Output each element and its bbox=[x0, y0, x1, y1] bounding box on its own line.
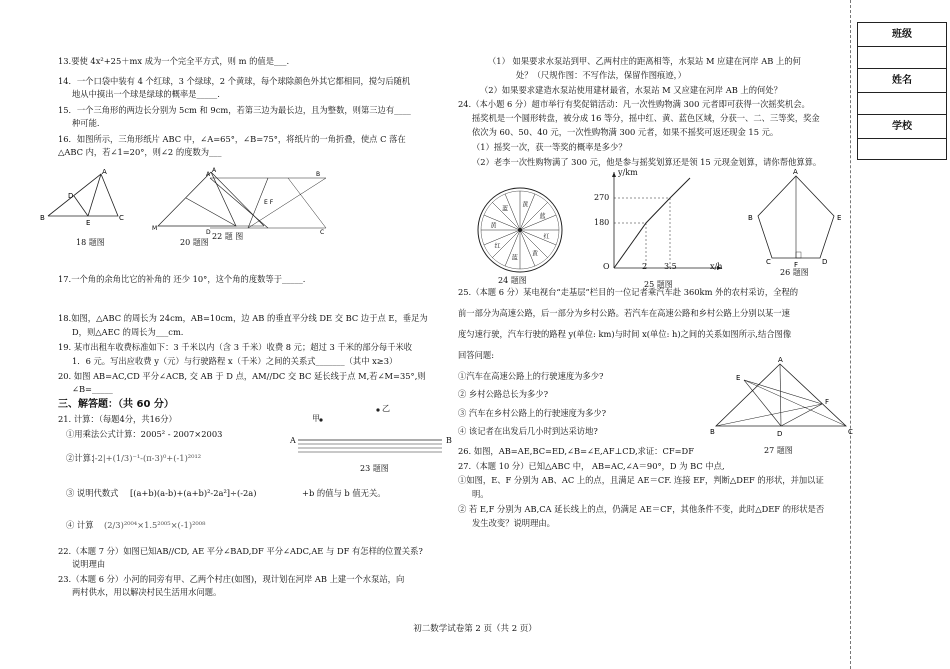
caption-18: 18 题图 bbox=[76, 238, 105, 247]
question-23-1: （1） 如果要求水泵站到甲、乙两村庄的距离相等，水泵站 M 应建在河岸 AB 上的何 bbox=[488, 56, 801, 66]
question-21-2: ②计算： bbox=[66, 453, 100, 463]
wheel-sector-label: 蓝 bbox=[501, 205, 509, 213]
binding-line bbox=[850, 0, 851, 669]
svg-text:B: B bbox=[710, 428, 715, 436]
figure-23 bbox=[286, 400, 446, 460]
question-23-1-cont: 处？（尺规作图：不写作法，保留作图痕迹，） bbox=[516, 70, 687, 80]
question-24: 24.（本小题 6 分）超市举行有奖促销活动：凡一次性购物满 300 元者即可获得一次摇奖机会。 bbox=[458, 99, 810, 109]
question-24-cont1: 摇奖机是一个圆形转盘，被分成 16 等分，摇中红、黄、蓝色区域，分获一、二、三等奖，奖金 bbox=[472, 113, 820, 123]
caption-26: 26 题图 bbox=[780, 268, 809, 277]
question-23-2: （2）如果要求建造水泵站使用建材最省，水泵站 M 又应建在河岸 AB 上的何处？ bbox=[480, 85, 782, 95]
svg-text:M: M bbox=[152, 225, 158, 232]
svg-text:C: C bbox=[119, 214, 124, 222]
question-15: 15．一个三角形的两边长分别为 5cm 和 9cm，若第三边为最长边，且为整数，则第三边有____ bbox=[58, 105, 411, 115]
svg-text:B: B bbox=[316, 171, 321, 178]
wheel-hub bbox=[518, 228, 522, 232]
question-25-3: ③ 汽车在乡村公路上的行驶速度为多少? bbox=[458, 408, 607, 418]
svg-text:A: A bbox=[102, 168, 107, 176]
question-19-cont: 1．6 元。写出应收费 y（元）与行驶路程 x（千米）之间的关系式_______（其中 x≥3） bbox=[72, 356, 398, 366]
wheel-sector-label: 红 bbox=[543, 233, 550, 241]
question-16-cont: △ABC 内，若∠1=20°，则∠2 的度数为___ bbox=[58, 147, 222, 157]
question-21-3-expr: [(a+b)(a-b)+(a+b)²-2a²]÷(-2a) bbox=[130, 488, 257, 498]
question-25-cont2: 度匀速行驶，汽车行驶的路程 y(单位: km)与时间 x(单位: h)之间的关系如图所示,结合图像 bbox=[458, 329, 792, 339]
question-25: 25.（本题 6 分）某电视台“走基层”栏目的一位记者乘汽车赴 360km 外的农村采访，全程的 bbox=[458, 287, 799, 297]
page-footer: 初二数学试卷第 2 页（共 2 页） bbox=[413, 624, 537, 634]
graph-origin: O bbox=[603, 262, 610, 271]
svg-text:E: E bbox=[86, 219, 91, 227]
wheel-sector-label: 黄 bbox=[522, 201, 529, 209]
question-21-4: ④ 计算 bbox=[66, 520, 94, 530]
question-23-cont: 两村供水，用以解决村民生活用水问题。 bbox=[72, 587, 222, 597]
question-25-cont1: 前一部分为高速公路，后一部分为乡村公路。若汽车在高速公路和乡村公路上分别以某一速 bbox=[458, 308, 790, 318]
question-23: 23.（本题 6 分）小河的同旁有甲、乙两个村庄(如图)，现计划在河岸 AB 上建一个水泵站，向 bbox=[58, 574, 405, 584]
question-24-1: （1）摇奖一次，获一等奖的概率是多少？ bbox=[472, 142, 627, 152]
svg-text:E: E bbox=[736, 374, 741, 382]
figure-22 bbox=[206, 170, 328, 236]
svg-text:D: D bbox=[68, 192, 74, 200]
figure-26 bbox=[746, 168, 846, 268]
question-27-1: ①如图，E、F 分别为 AB、AC 上的点，且满足 AE＝CF. 连接 EF，判断△DEF 的形状，并加以证 bbox=[458, 475, 824, 485]
figure-27 bbox=[710, 358, 855, 440]
svg-text:F: F bbox=[794, 261, 799, 269]
wheel-sector-label: 蓝 bbox=[539, 212, 546, 220]
svg-text:A: A bbox=[206, 171, 211, 178]
caption-20: 20 题图 bbox=[180, 238, 209, 247]
wheel-sector-label: 蓝 bbox=[511, 254, 518, 262]
question-18: 18.如图，△ABC 的周长为 24cm，AB=10cm，边 AB 的垂直平分线 DE 交 BC 边于点 E，垂足为 bbox=[58, 313, 428, 323]
graph-x-2: 2 bbox=[642, 262, 648, 271]
svg-text:E F: E F bbox=[264, 199, 274, 206]
svg-text:C: C bbox=[766, 258, 771, 266]
caption-25: 25 题图 bbox=[644, 280, 673, 289]
name-label: 姓名 bbox=[858, 69, 946, 93]
question-21-1: ①用乘法公式计算：2005² - 2007×2003 bbox=[66, 429, 223, 439]
question-21-3-cont: +b 的值与 b 值无关。 bbox=[302, 488, 386, 498]
svg-text:A: A bbox=[778, 356, 783, 364]
svg-text:B: B bbox=[40, 214, 45, 222]
question-27: 27.（本题 10 分）已知△ABC 中， AB=AC,∠A＝90°，D 为 BC 中点, bbox=[458, 461, 725, 471]
label-jia: 甲 bbox=[312, 414, 320, 423]
name-field[interactable] bbox=[858, 93, 946, 115]
question-27-2: ② 若 E,F 分别为 AB,CA 延长线上的点，仍满足 AE＝CF，其他条件不变，此时△DEF 的形状是否 bbox=[458, 504, 825, 514]
question-20-cont: ∠B=_____ bbox=[72, 384, 113, 394]
question-27-1-cont: 明。 bbox=[472, 489, 489, 499]
caption-27: 27 题图 bbox=[764, 446, 793, 455]
question-21: 21. 计算：（每题4分，共16分） bbox=[58, 414, 177, 424]
question-25-4: ④ 该记者在出发后几小时到达采访地? bbox=[458, 426, 598, 436]
student-info-box bbox=[857, 22, 947, 160]
question-13: 13.要使 4x²+25＋mx 成为一个完全平方式，则 m 的值是___. bbox=[58, 56, 290, 66]
wheel-sector-label: 红 bbox=[494, 243, 501, 251]
question-17: 17.一个角的余角比它的补角的 还少 10°，这个角的度数等于_____. bbox=[58, 274, 306, 284]
svg-text:F: F bbox=[825, 398, 830, 406]
question-24-cont2: 依次为 60、50、40 元，一次性购物满 300 元者，如果不摇奖可返还现金 15 元。 bbox=[472, 127, 779, 137]
caption-24: 24 题图 bbox=[498, 276, 527, 285]
question-26: 26. 如图，AB=AE,BC=ED,∠B=∠E,AF⊥CD,求证：CF=DF bbox=[458, 446, 694, 456]
label-yi: 乙 bbox=[382, 404, 390, 413]
question-20: 20. 如图 AB=AC,CD 平分∠ACB, 交 AB 于 D 点，AM//DC 交 BC 延长线于点 M,若∠M=35°,则 bbox=[58, 371, 426, 381]
question-16: 16．如图所示，三角形纸片 ABC 中，∠A=65°，∠B=75°，将纸片的一角折叠，使点 C 落在 bbox=[58, 134, 406, 144]
label-b: B bbox=[446, 436, 452, 445]
graph-y-180: 180 bbox=[594, 218, 610, 227]
graph-y-label: y/km bbox=[618, 168, 638, 177]
graph-y-270: 270 bbox=[594, 193, 610, 202]
question-18-cont: D，则△AEC 的周长为___cm. bbox=[72, 327, 184, 337]
svg-text:B: B bbox=[748, 214, 753, 222]
question-27-2-cont: 发生改变？说明理由。 bbox=[472, 518, 555, 528]
question-21-3: ③ 说明代数式 bbox=[66, 488, 119, 498]
question-22: 22.（本题 7 分）如图已知AB//CD, AE 平分∠BAD,DF 平分∠ADC,AE 与 DF 有怎样的位置关系? bbox=[58, 546, 423, 556]
question-25-1: ①汽车在高速公路上的行驶速度为多少? bbox=[458, 371, 604, 381]
svg-text:C: C bbox=[848, 428, 853, 436]
distance-time-graph bbox=[594, 170, 724, 275]
caption-22: 22 题 图 bbox=[212, 232, 244, 241]
school-field[interactable] bbox=[858, 139, 946, 161]
question-19: 19. 某市出租车收费标准如下：3 千米以内（含 3 千米）收费 8 元；超过 3 千米的部分每千米收 bbox=[58, 342, 413, 352]
svg-text:A: A bbox=[212, 167, 217, 174]
question-14: 14．一个口袋中装有 4 个红球，3 个绿球，2 个黄球，每个球除颜色外其它都相同，搅匀后随机 bbox=[58, 76, 411, 86]
class-field[interactable] bbox=[858, 47, 946, 69]
graph-x-3-5: 3.5 bbox=[664, 262, 677, 271]
question-21-4-expr: (2/3)²⁰⁰⁴×1.5²⁰⁰⁵×(-1)²⁰⁰⁸ bbox=[104, 520, 206, 530]
graph-x-label: x/h bbox=[710, 262, 723, 271]
label-a: A bbox=[290, 436, 296, 445]
svg-text:D: D bbox=[822, 258, 828, 266]
caption-23: 23 题图 bbox=[360, 464, 389, 473]
svg-text:A: A bbox=[793, 168, 798, 176]
figure-18 bbox=[40, 168, 136, 228]
question-24-2: （2）老李一次性购物满了 300 元，他是参与摇奖划算还是领 15 元现金划算，请你帮他算算。 bbox=[472, 157, 822, 167]
school-label: 学校 bbox=[858, 115, 946, 139]
wheel-sector-label: 黄 bbox=[532, 250, 539, 258]
prize-wheel-figure bbox=[476, 186, 566, 276]
svg-text:E: E bbox=[837, 214, 842, 222]
question-14-cont: 地从中摸出一个球是绿球的概率是_____. bbox=[72, 89, 220, 99]
svg-text:D: D bbox=[777, 430, 783, 438]
question-22-cont: 说明理由 bbox=[72, 559, 106, 569]
svg-text:D: D bbox=[206, 229, 211, 236]
question-25-2: ② 乡村公路总长为多少? bbox=[458, 389, 549, 399]
question-25-cont3: 回答问题: bbox=[458, 350, 494, 360]
svg-text:C: C bbox=[320, 229, 325, 236]
section-3-heading: 三、解答题：（共 60 分） bbox=[58, 399, 174, 410]
class-label: 班级 bbox=[858, 23, 946, 47]
question-15-cont: 种可能. bbox=[72, 118, 100, 128]
question-21-2-expr: |-2|+(1/3)⁻¹-(π-3)⁰+(-1)²⁰¹² bbox=[92, 453, 202, 463]
wheel-sector-label: 黄 bbox=[490, 222, 497, 230]
